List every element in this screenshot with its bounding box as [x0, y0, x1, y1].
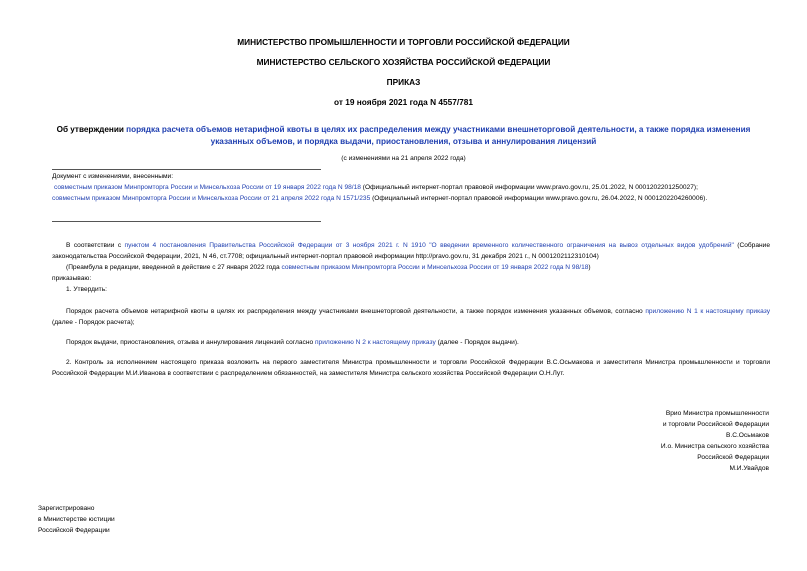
- registration-line: в Министерстве юстиции: [38, 516, 115, 523]
- divider-top: [52, 169, 321, 170]
- changes-item-1-link[interactable]: совместным приказом Минпромторга России и Минсельхоза России от 19 января 2022 года N 98/18: [54, 184, 361, 191]
- changes-block: [52, 171, 762, 204]
- item-1-heading: 1. Утвердить:: [66, 286, 107, 293]
- signature-line: и торговли Российской Федерации: [662, 421, 769, 428]
- ministry-line-2: МИНИСТЕРСТВО СЕЛЬСКОГО ХОЗЯЙСТВА РОССИЙСКОЙ ФЕДЕРАЦИИ: [256, 57, 551, 67]
- issuance-text-a: Порядок выдачи, приостановления, отзыва и аннулирования лицензий согласно: [66, 339, 315, 346]
- edit-note-link[interactable]: совместным приказом Минпромторга России и Минсельхоза России от 19 января 2022 года N 98/18: [281, 264, 589, 271]
- title-prefix: Об утверждении: [56, 125, 127, 134]
- changes-item-1-text: (Официальный интернет-портал правовой информации www.pravo.gov.ru, 25.01.2022, N 0001202201250027);: [360, 184, 698, 191]
- calc-text-a: Порядок расчета объемов нетарифной квоты в целях их распределения между участниками внешнеторговой деятельности, а также порядок изменения указанных объемов, согласно: [66, 308, 646, 315]
- preamble-text-a: В соответствии с: [66, 242, 125, 249]
- preamble-text-b: (Собрание законодательства Российской Федерации, 2021, N 46, ст.7708; официальный интернет-портал правовой информации http://pravo.gov.ru, 31 декабря 2021 г., N 0001202112310104): [52, 242, 771, 260]
- issuance-text-b: (далее - Порядок выдачи).: [435, 339, 519, 346]
- document-date-number: от 19 ноября 2021 года N 4557/781: [334, 97, 473, 107]
- approve-calculation-paragraph: [52, 306, 770, 328]
- ministry-line-1: МИНИСТЕРСТВО ПРОМЫШЛЕННОСТИ И ТОРГОВЛИ РОССИЙСКОЙ ФЕДЕРАЦИИ: [237, 37, 570, 47]
- changes-item-2-text: (Официальный интернет-портал правовой информации www.pravo.gov.ru, 26.04.2022, N 0001202204260006).: [370, 195, 708, 202]
- document-title: [45, 124, 762, 147]
- title-link[interactable]: порядка расчета объемов нетарифной квоты в целях их распределения между участниками внешнеторговой деятельности, а также порядка изменения указанных объемов, и порядка выдачи, приостановления, отзыва и аннулирования лицензий: [126, 125, 751, 146]
- registration-line: Российской Федерации: [38, 527, 110, 534]
- changes-item-1: [52, 182, 762, 193]
- calc-text-b: (далее - Порядок расчета);: [52, 319, 135, 326]
- signature-block: [520, 408, 769, 474]
- registration-line: Зарегистрировано: [38, 505, 95, 512]
- changes-intro: Документ с изменениями, внесенными:: [52, 173, 174, 180]
- control-paragraph: 2. Контроль за исполнением настоящего приказа возложить на первого заместителя Министра промышленности и торговли Российской Федерации В.С.Осьмакова и заместителя Министра промышленности и торговли Российской Федерации М.И.Иванова в соответствии с распределением обязанностей, на заместителя Министра сельского хозяйства Российской Федерации О.Н.Лут.: [52, 359, 770, 377]
- changes-item-2-link[interactable]: совместным приказом Минпромторга России и Минсельхоза России от 21 апреля 2022 года N 1571/235: [52, 195, 371, 202]
- edit-note-text-a: (Преамбула в редакции, введенной в действие с 27 января 2022 года: [66, 264, 282, 271]
- preamble-edit-note: [66, 262, 771, 273]
- signature-line: В.С.Осьмаков: [725, 432, 769, 439]
- registration-block: [38, 503, 238, 536]
- changes-item-2: [52, 193, 762, 204]
- appendix-1-link[interactable]: приложению N 1 к настоящему приказу: [645, 308, 770, 315]
- approve-issuance-paragraph: [66, 337, 771, 348]
- appendix-2-link[interactable]: приложению N 2 к настоящему приказу: [314, 339, 436, 346]
- divider-bottom: [52, 221, 321, 222]
- document-type: ПРИКАЗ: [386, 77, 421, 87]
- edition-note: (с изменениями на 21 апреля 2022 года): [341, 155, 466, 162]
- signature-line: Врио Министра промышленности: [665, 410, 769, 417]
- order-word: приказываю:: [52, 275, 92, 282]
- preamble-paragraph: [52, 240, 770, 262]
- edit-note-text-b: ): [588, 264, 591, 271]
- signature-line: И.о. Министра сельского хозяйства: [660, 443, 769, 450]
- signature-line: Российской Федерации: [697, 454, 769, 461]
- signature-line: М.И.Увайдов: [729, 465, 769, 472]
- preamble-link[interactable]: пунктом 4 постановления Правительства Российской Федерации от 3 ноября 2021 г. N 1910 "О введении временного количественного ограничения на вывоз отдельных видов удобрений": [124, 242, 734, 249]
